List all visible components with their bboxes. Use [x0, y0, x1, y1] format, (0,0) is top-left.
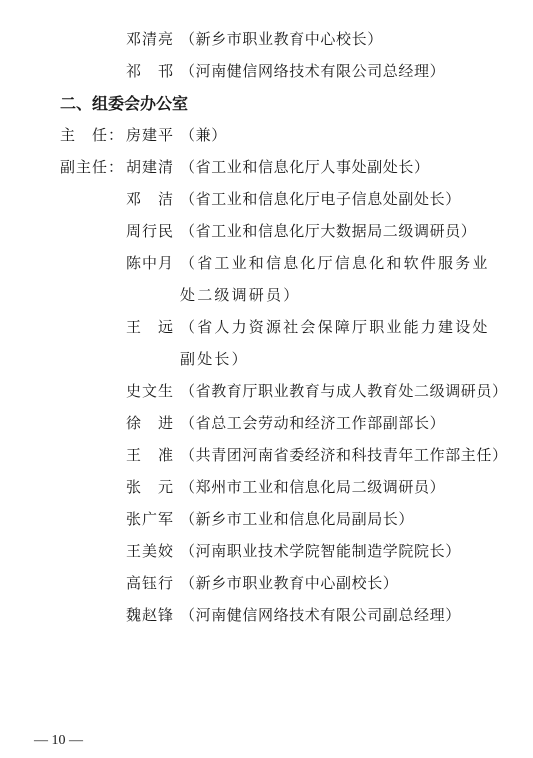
- deputy-duty: （省人力资源社会保障厅职业能力建设处副处长）: [180, 318, 490, 368]
- deputy-duty: （省工业和信息化厅信息化和软件服务业处二级调研员）: [180, 254, 490, 304]
- member-row: [0, 27, 533, 55]
- deputy-name: 邓 洁: [126, 190, 175, 208]
- deputy-name: 徐 进: [126, 414, 175, 432]
- section-heading: 二、组委会办公室: [60, 94, 189, 113]
- deputy-duty: （省总工会劳动和经济工作部副部长）: [180, 414, 446, 432]
- deputy-row: [0, 187, 533, 215]
- page-number: — 10 —: [34, 733, 83, 748]
- deputy-row: [0, 539, 533, 567]
- deputy-name: 张 元: [126, 478, 175, 496]
- deputy-row: [0, 379, 533, 407]
- deputy-duty: （共青团河南省委经济和科技青年工作部主任）: [180, 446, 508, 464]
- deputy-row: [0, 571, 533, 599]
- deputy-row: [0, 411, 533, 439]
- deputy-row: [0, 251, 533, 311]
- deputy-duty: （省工业和信息化厅电子信息处副处长）: [180, 190, 461, 208]
- deputy-name: 王 准: [126, 446, 175, 464]
- deputy-name: 王 远: [126, 318, 175, 336]
- deputy-name: 魏赵锋: [126, 606, 175, 624]
- deputy-name: 史文生: [126, 382, 175, 400]
- deputy-name: 胡建清: [126, 158, 175, 176]
- deputy-row: [0, 443, 533, 471]
- deputy-duty: （郑州市工业和信息化局二级调研员）: [180, 478, 446, 496]
- deputy-duty: （省教育厅职业教育与成人教育处二级调研员）: [180, 382, 508, 400]
- director-label: 主 任：: [60, 126, 125, 144]
- deputy-duty: （河南职业技术学院智能制造学院院长）: [180, 542, 461, 560]
- deputy-row: [0, 155, 533, 183]
- deputy-duty: （河南健信网络技术有限公司副总经理）: [180, 606, 461, 624]
- deputy-duty: （新乡市工业和信息化局副局长）: [180, 510, 415, 528]
- deputy-duty: （省工业和信息化厅人事处副处长）: [180, 158, 430, 176]
- deputy-row: [0, 475, 533, 503]
- member-name: 邓清亮: [126, 30, 175, 48]
- deputy-label: 副主任：: [60, 158, 125, 176]
- deputy-row: [0, 603, 533, 631]
- deputy-duty: （省工业和信息化厅大数据局二级调研员）: [180, 222, 477, 240]
- deputy-duty: （新乡市职业教育中心副校长）: [180, 574, 399, 592]
- deputy-name: 张广军: [126, 510, 175, 528]
- member-row: [0, 59, 533, 87]
- member-duty: （新乡市职业教育中心校长）: [180, 30, 383, 48]
- deputy-row: [0, 315, 533, 375]
- director-name: 房建平: [126, 126, 175, 144]
- deputy-row: [0, 507, 533, 535]
- deputy-row: [0, 219, 533, 247]
- member-duty: （河南健信网络技术有限公司总经理）: [180, 62, 446, 80]
- deputy-name: 陈中月: [126, 254, 175, 272]
- member-name: 祁 邗: [126, 62, 175, 80]
- director-duty: （兼）: [180, 126, 227, 144]
- deputy-name: 周行民: [126, 222, 175, 240]
- director-row: [0, 123, 533, 151]
- deputy-name: 高钰行: [126, 574, 175, 592]
- deputy-name: 王美姣: [126, 542, 175, 560]
